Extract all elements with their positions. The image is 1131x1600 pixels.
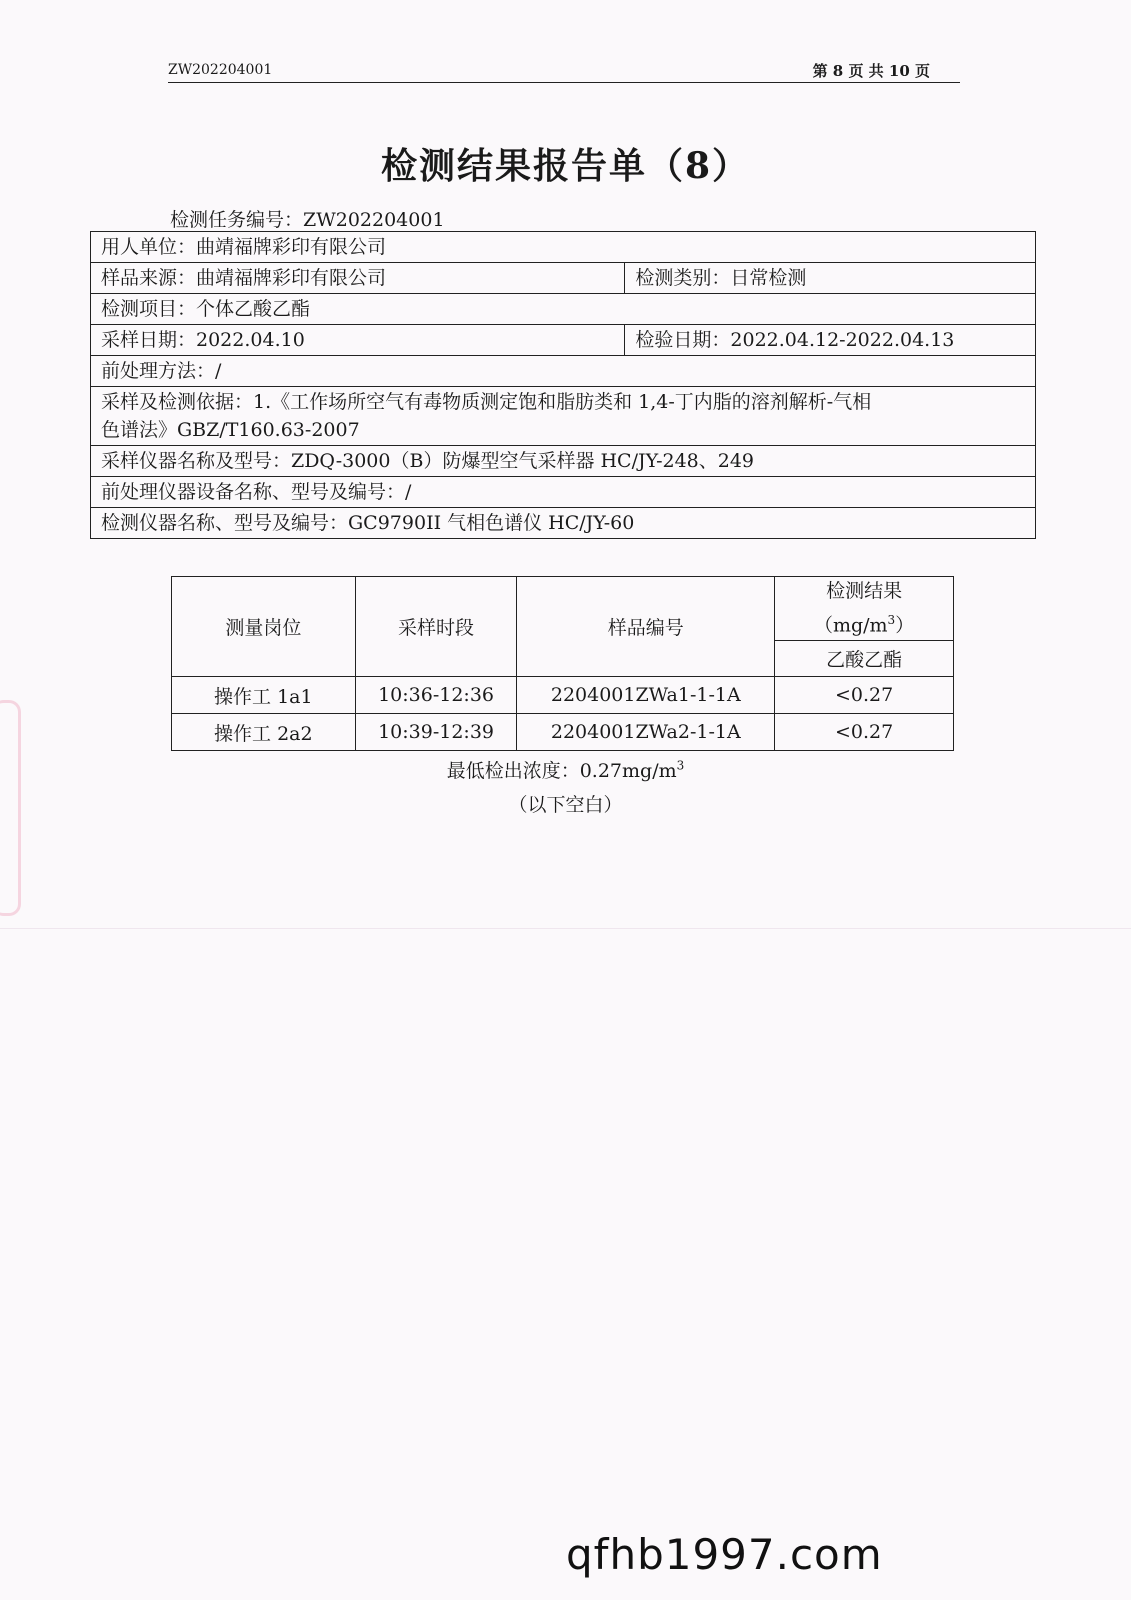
inspection-date-cell: 检验日期：2022.04.12-2022.04.13 (625, 325, 1036, 356)
header-sample: 样品编号 (517, 577, 775, 677)
test-instrument-cell: 检测仪器名称、型号及编号：GC9790II 气相色谱仪 HC/JY-60 (91, 508, 1036, 539)
header-result-unit: $(mg/m^3)$ (813, 613, 915, 637)
row-sample: 2204001ZWa1-1-1A (517, 677, 775, 714)
sampler-cell: 采样仪器名称及型号：ZDQ-3000（B）防爆型空气采样器 HC/JY-248、249 (91, 446, 1036, 477)
row-period: 10:36-12:36 (355, 677, 517, 714)
table-row (172, 677, 954, 714)
row-period: 10:39-12:39 (355, 714, 517, 751)
row-position: 操作工 2a2 (172, 714, 356, 751)
test-category-cell: 检测类别：日常检测 (625, 263, 1036, 294)
sampling-date-cell: 采样日期：2022.04.10 (91, 325, 625, 356)
pretreatment-cell: 前处理方法：/ (91, 356, 1036, 387)
page-info: 第 8 页 共 10 页 (812, 62, 930, 80)
basis-line-2: 色谱法》GBZ/T160.63-2007 (101, 419, 360, 441)
basis-cell (91, 387, 1036, 446)
row-sample: 2204001ZWa2-1-1A (517, 714, 775, 751)
header-position: 测量岗位 (172, 577, 356, 677)
page-header (168, 60, 960, 83)
basis-line-1: 采样及检测依据：1.《工作场所空气有毒物质测定饱和脂肪类和 1,4-丁内脂的溶剂解析-气相 (101, 391, 872, 413)
pre-instrument-cell: 前处理仪器设备名称、型号及编号：/ (91, 477, 1036, 508)
report-title: 检测结果报告单（8） (380, 145, 751, 187)
row-result: <0.27 (775, 677, 954, 714)
blank-note: （以下空白） (508, 794, 623, 816)
task-number: 检测任务编号：ZW202204001 (170, 209, 445, 231)
table-row (172, 714, 954, 751)
report-code: ZW202204001 (168, 62, 273, 78)
header-result-label: 检测结果 (826, 580, 903, 602)
header-period: 采样时段 (355, 577, 517, 677)
min-detection-concentration: 最低检出浓度：$0.27mg/m^3$ (446, 758, 685, 782)
row-position: 操作工 1a1 (172, 677, 356, 714)
results-table (171, 576, 954, 751)
header-substance: 乙酸乙酯 (775, 641, 954, 677)
row-result: <0.27 (775, 714, 954, 751)
sample-source-cell: 样品来源：曲靖福牌彩印有限公司 (91, 263, 625, 294)
scan-line (0, 928, 1131, 929)
watermark-text: qfhb1997.com (566, 1530, 883, 1579)
test-item-cell: 检测项目：个体乙酸乙酯 (91, 294, 1036, 325)
header-result (775, 577, 954, 641)
client-cell: 用人单位：曲靖福牌彩印有限公司 (91, 232, 1036, 263)
info-table (90, 231, 1036, 539)
